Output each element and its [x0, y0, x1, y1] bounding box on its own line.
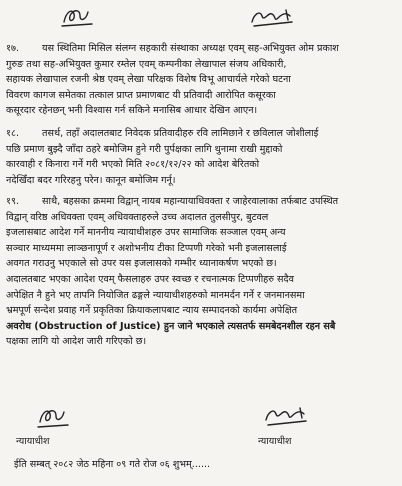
judge-title-left: न्यायाधीश — [16, 436, 50, 447]
signature-bottom-left — [34, 402, 74, 432]
paragraph-line: अदालतबाट भएका आदेश एवम् फैसलाहरु उपर स्वच्छ र रचनात्मक टिप्पणीहरु सदैव — [6, 273, 294, 285]
paragraph-number: १९. — [6, 196, 20, 207]
paragraph-line: तसर्थ, तहाँ अदालतबाट निवेदक प्रतिवादीहरु रवि लामिछाने र छविलाल जोशीलाई — [42, 128, 319, 139]
signature-top-left — [58, 4, 98, 30]
paragraph-18 — [6, 126, 396, 188]
paragraph-line: अवरोध (Obstruction of Justice) हुन जाने भएकाले त्यसतर्फ समबेदनशील रहन सबै — [6, 320, 336, 332]
judge-title-right: न्यायाधीश — [258, 436, 292, 447]
paragraph-line: साथै, बहसका क्रममा विद्वान् नायब महान्यायाधिवक्ता र जाहेरवालाका तर्फबाट उपस्थित — [42, 196, 339, 207]
paragraph-number: १८. — [6, 128, 20, 139]
paragraph-line: सञ्चार माध्यममा लाञ्छनापूर्ण र अशोभनीय टीका टिप्पणी गरेको भनी इजलासलाई — [6, 242, 287, 254]
paragraph-line: सहायक लेखापाल रजनी श्रेष्ठ एवम् लेखा परिक्षक विशेष विभू आचार्यले गरेको घटना — [6, 74, 291, 86]
paragraph-line: नदेखिँदा बदर गरिरहनु परेन। कानून बमोजिम गर्नू। — [6, 174, 176, 186]
paragraph-19 — [6, 194, 396, 350]
signature-bottom-right — [262, 400, 312, 430]
paragraph-line: कारवाही र किनारा गर्ने गरी भएको मिति २०८१/१२/२२ को आदेश बेरितको — [6, 159, 260, 171]
date-line: ईति सम्बत् २०८२ जेठ महिना ०९ गते रोज ०६ शुभम्...... — [14, 459, 211, 470]
paragraph-line: अपेक्षित नै हुने भए तापनि नियोजित ढङ्गले न्यायाधीशहरुको मानमर्दन गर्ने र जनमानसमा — [6, 289, 305, 301]
paragraph-17 — [6, 41, 396, 119]
paragraph-line: पक्षका लागि यो आदेश जारी गरिएको छ। — [6, 336, 147, 348]
paragraph-line: यस स्थितिमा मिसिल संलग्न सहकारी संस्थाका अध्यक्ष एवम् सह-अभियुक्त ओम प्रकाश — [42, 43, 339, 54]
signature-top-right — [248, 4, 298, 30]
paragraph-line: पछि प्रमाण बुझ्दै जाँदा ठहरे बमोजिम हुने गरी पुर्पक्षका लागि थुनामा राखी मुद्दाको — [6, 143, 283, 155]
paragraph-line: कसूरदार रहेनछन् भनी विश्वास गर्न सकिने मनासिब आधार देखिन आएन। — [6, 105, 258, 117]
paragraph-line: विवरण कागज समेतका तत्काल प्राप्त प्रमाणबाट यी प्रतिवादी आरोपित कसूरका — [6, 89, 276, 101]
paragraph-number: १७. — [6, 43, 20, 54]
paragraph-line: अवगत गराउनु भएकाले सो उपर यस इजलासको गम्भीर ध्यानाकर्षण भएको छ। — [6, 258, 277, 270]
paragraph-line: भ्रमपूर्ण सन्देश प्रवाह गर्ने प्रकृतिका क्रियाकलापबाट न्याय सम्पादनको कार्यमा अपेक्षित — [6, 305, 298, 317]
paragraph-line: गुरुङ तथा सह-अभियुक्त कुमार रम्तेल एवम् कम्पनीका लेखापाल संजय अधिकारी, — [6, 58, 287, 70]
paragraph-line: विद्वान् वरिष्ठ अधिवक्ता एवम् अधिवक्ताहरुले उच्च अदालत तुलसीपुर, बुटवल — [6, 211, 269, 223]
paragraph-line: इजलासबाट आदेश गर्ने माननीय न्यायाधीशहरु उपर सामाजिक सञ्जाल एवम् अन्य — [6, 227, 286, 239]
